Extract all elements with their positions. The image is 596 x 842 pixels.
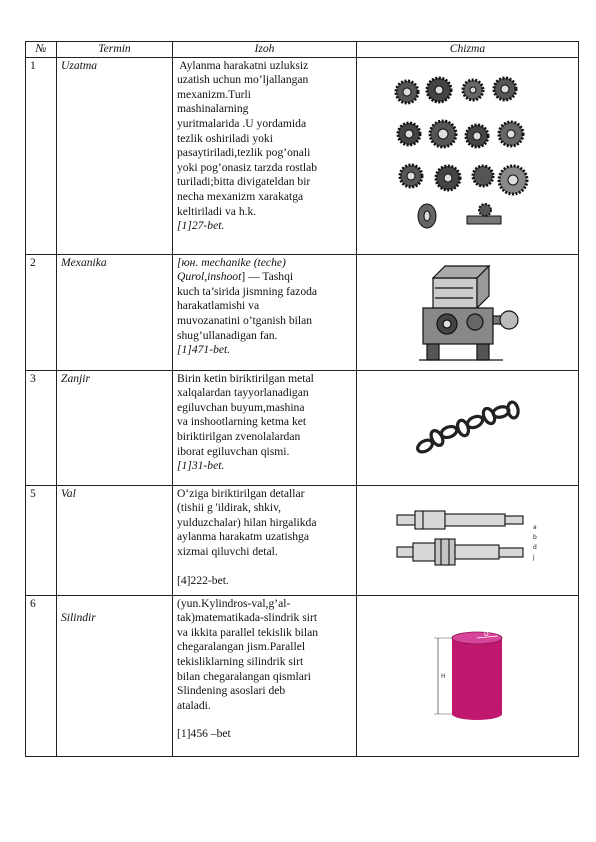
note-line: O‘ziga biriktirilgan detallar (177, 486, 305, 500)
cylinder-body (452, 638, 502, 714)
note-line: kuch ta’sirida jismning fazoda (177, 284, 318, 298)
note-line: xizmai qiluvchi detal. (177, 544, 278, 558)
header-drawing: Chizma (357, 42, 579, 58)
note-line: tekisliklarning silindrik sirt (177, 654, 304, 668)
chain-icon (413, 398, 523, 458)
note-ref: [4]222-bet. (177, 573, 229, 587)
note-line: va inshootlarning ketma ket (177, 415, 307, 429)
note-line: yuritmalarida .U yordamida (177, 116, 307, 130)
cylinder-bottom (452, 708, 502, 720)
note-line: (tishii g 'ildirak, shkiv, (177, 501, 282, 515)
shaft-label: j (532, 554, 535, 562)
drawing-cell (357, 595, 579, 756)
row-term: Zanjir (57, 370, 173, 485)
note-ref: [1]27-bet. (177, 219, 225, 233)
row-num: 5 (26, 485, 57, 595)
note-etym-italic: Qurol,inshoot (177, 270, 242, 284)
row-term: Uzatma (57, 57, 173, 254)
note-line: harakatlamishi va (177, 299, 260, 313)
shaft-icon (393, 503, 543, 577)
cylinder-icon (418, 628, 518, 724)
header-term: Termin (57, 42, 173, 58)
terms-table (25, 41, 579, 757)
note-line: biriktirilgan zvenolalardan (177, 429, 301, 443)
shaft-label: a (532, 524, 537, 532)
drawing-cell (357, 485, 579, 595)
note-line: yoki pog’onasiz tarzda rostlab (177, 160, 318, 174)
note-line: (yun.Kylindros-val,g’al- (177, 596, 291, 610)
drawing-cell (357, 57, 579, 254)
cylinder-label-d: D (483, 630, 489, 638)
row-num: 3 (26, 370, 57, 485)
note-ref: [1]456 –bet (177, 727, 231, 741)
note-spacer (177, 560, 352, 574)
note-line: ataladi. (177, 698, 211, 712)
row-note (173, 57, 357, 254)
drawing-cell (357, 370, 579, 485)
row-num: 2 (26, 254, 57, 370)
note-line: Slindening asoslari deb (177, 684, 286, 698)
row-num: 1 (26, 57, 57, 254)
note-line: Aylanma harakatni uzluksiz (177, 58, 309, 72)
table-row (26, 254, 579, 370)
note-line: keltiriladi va h.k. (177, 204, 257, 218)
header-num: № (26, 42, 57, 58)
row-note (173, 370, 357, 485)
note-ref: [1]31-bet. (177, 459, 225, 473)
row-num: 6 (26, 595, 57, 756)
row-term: Val (57, 485, 173, 595)
note-line: shug’ullanadigan fan. (177, 328, 278, 342)
table-row (26, 370, 579, 485)
note-line: aylanma harakatm uzatishga (177, 530, 309, 544)
note-line: mexanizm.Turli (177, 87, 251, 101)
note-line: uzatish uchun mo’ljallangan (177, 73, 309, 87)
note-ref: [1]471-bet. (177, 343, 231, 357)
header-note: Izoh (173, 42, 357, 58)
note-line: chegaralangan jism.Parallel (177, 640, 306, 654)
note-line: necha mexanizm xarakatga (177, 189, 304, 203)
table-row (26, 595, 579, 756)
note-spacer (177, 713, 352, 727)
note-line: muvozanatini o’tganish bilan (177, 313, 313, 327)
shaft-label: b (532, 534, 537, 542)
note-line: iborat egiluvchan qismi. (177, 444, 290, 458)
note-line: tak)matematikada-slindrik sirt (177, 611, 318, 625)
note-line: va ikkita parallel tekislik bilan (177, 625, 319, 639)
note-line: xalqalardan tayyorlanadigan (177, 386, 309, 400)
note-etym-rest: ] — Tashqi (241, 270, 294, 284)
cylinder-label-h: H (440, 672, 446, 680)
note-line: turiladi;bitta divigateldan bir (177, 175, 311, 189)
note-line: Birin ketin biriktirilgan metal (177, 371, 314, 385)
note-line: bilan chegaralangan qismlari (177, 669, 311, 683)
table-row (26, 57, 579, 254)
row-term (57, 595, 173, 756)
note-line (177, 270, 352, 285)
note-line: tezlik oshiriladi yoki (177, 131, 273, 145)
note-line: pasaytiriladi,tezlik pog’onali (177, 146, 311, 160)
row-note (173, 254, 357, 370)
note-etym: [юн. mechanike (teche) (177, 255, 286, 269)
gears-icon (393, 76, 543, 236)
row-note (173, 595, 357, 756)
row-term: Mexanika (57, 254, 173, 370)
note-line: egiluvchan buyum,mashina (177, 400, 305, 414)
row-term-text: Silindir (61, 610, 96, 624)
note-line: mashinalarning (177, 102, 249, 116)
note-line: yulduzchalar) hilan hirgalikda (177, 515, 317, 529)
table-row (26, 485, 579, 595)
table-header-row (26, 42, 579, 58)
shaft-label: d (532, 544, 537, 552)
machine-icon (413, 260, 523, 364)
drawing-cell (357, 254, 579, 370)
row-note (173, 485, 357, 595)
